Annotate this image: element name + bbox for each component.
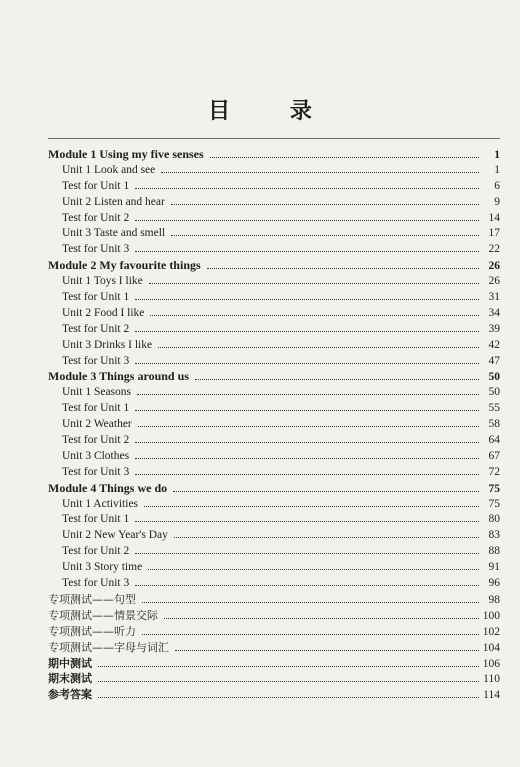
toc-entry <box>48 512 500 528</box>
toc-entry <box>48 433 500 449</box>
toc-entry-page: 9 <box>494 195 500 208</box>
dot-leader <box>158 346 479 348</box>
toc-entry-page: 55 <box>488 402 500 415</box>
toc-entry-label: 专项测试——字母与词汇 <box>48 640 169 654</box>
dot-leader <box>135 298 479 300</box>
toc-entry-page: 91 <box>488 561 500 574</box>
toc-entry-page: 31 <box>488 291 500 304</box>
toc-entry-page: 22 <box>488 243 500 256</box>
dot-leader <box>137 393 479 395</box>
toc-entry-page: 14 <box>488 211 500 224</box>
toc-entry <box>48 401 500 417</box>
toc-entry <box>48 242 500 258</box>
toc-entry <box>48 226 500 242</box>
dot-leader <box>174 536 479 538</box>
toc-entry-page: 80 <box>488 513 500 526</box>
toc-entry-label: Test for Unit 3 <box>62 577 130 590</box>
toc-entry-label: 期末测试 <box>48 672 92 686</box>
toc-entry-label: 专项测试——句型 <box>48 592 136 606</box>
toc-entry-label: Module 1 Using my five senses <box>48 147 204 161</box>
toc-entry-page: 50 <box>488 386 500 399</box>
toc-entry-label: Test for Unit 3 <box>62 243 130 256</box>
toc-entry-label: Module 2 My favourite things <box>48 258 201 273</box>
toc-entry-label: Test for Unit 1 <box>62 513 130 526</box>
toc-entry-label: Module 4 Things we do <box>48 480 168 495</box>
dot-leader <box>135 552 479 554</box>
toc-entry-label: Unit 3 Taste and smell <box>62 227 166 240</box>
dot-leader <box>161 171 479 173</box>
toc-entry-label: Unit 2 Weather <box>62 418 132 431</box>
toc-entry-page: 102 <box>482 625 500 638</box>
toc-entry-label: Unit 1 Seasons <box>62 386 131 399</box>
toc-entry <box>48 687 500 703</box>
toc-entry-label: Test for Unit 2 <box>62 434 130 447</box>
toc-entry <box>48 322 500 338</box>
toc-entry <box>48 560 500 576</box>
toc-entry <box>48 544 500 560</box>
dot-leader <box>144 505 479 507</box>
toc-entry <box>48 624 500 640</box>
toc-entry-label: 专项测试——听力 <box>48 624 136 638</box>
toc-entry-label: Test for Unit 3 <box>62 465 130 478</box>
dot-leader <box>135 441 479 443</box>
toc-entry-page: 96 <box>488 577 500 590</box>
toc-entry-page: 110 <box>483 673 500 686</box>
toc-entry <box>48 449 500 465</box>
toc-entry-page: 6 <box>494 179 500 192</box>
dot-leader <box>135 584 479 586</box>
toc-entry <box>48 290 500 306</box>
toc-entry <box>48 354 500 370</box>
dot-leader <box>148 568 479 570</box>
dot-leader <box>142 601 479 603</box>
toc-entry-page: 75 <box>488 497 500 510</box>
toc-entry-page: 75 <box>488 482 500 495</box>
dot-leader <box>98 696 479 698</box>
toc-entry-page: 34 <box>488 306 500 319</box>
dot-leader <box>135 520 479 522</box>
toc-entry-label: 参考答案 <box>48 688 92 702</box>
toc-entry <box>48 306 500 322</box>
toc-entry-label: Unit 3 Story time <box>62 561 143 574</box>
toc-entry-page: 17 <box>488 227 500 240</box>
toc-entry-label: Unit 1 Toys I like <box>62 275 143 288</box>
toc-entry-page: 58 <box>488 418 500 431</box>
toc-entry <box>48 385 500 401</box>
dot-leader <box>173 490 479 492</box>
dot-leader <box>98 665 479 667</box>
toc-entry-label: Unit 3 Clothes <box>62 449 130 462</box>
toc-entry <box>48 497 500 513</box>
toc-entry-page: 42 <box>488 338 500 351</box>
toc-entry <box>48 671 500 687</box>
toc-entry-page: 39 <box>488 322 500 335</box>
toc-entry-label: Test for Unit 1 <box>62 291 130 304</box>
toc-entry-label: Test for Unit 2 <box>62 322 130 335</box>
toc-entry-page: 98 <box>488 593 500 606</box>
dot-leader <box>135 330 479 332</box>
dot-leader <box>135 187 479 189</box>
toc-entry <box>48 608 500 624</box>
toc-entry-label: Test for Unit 1 <box>62 179 130 192</box>
toc-entry-label: Module 3 Things around us <box>48 369 189 384</box>
toc-entry <box>48 211 500 227</box>
title-divider <box>48 138 500 139</box>
toc-entry-page: 1 <box>494 163 500 176</box>
toc-entry-label: Test for Unit 2 <box>62 545 130 558</box>
dot-leader <box>135 457 479 459</box>
dot-leader <box>171 234 479 236</box>
dot-leader <box>98 680 479 682</box>
dot-leader <box>135 250 479 252</box>
toc-entry-page: 104 <box>482 641 500 654</box>
toc-entry <box>48 417 500 433</box>
dot-leader <box>149 282 479 284</box>
toc-entry <box>48 656 500 672</box>
table-of-contents <box>48 147 500 703</box>
toc-entry-label: Unit 2 Listen and hear <box>62 195 165 208</box>
toc-entry-page: 26 <box>488 275 500 288</box>
toc-entry <box>48 369 500 385</box>
toc-entry-page: 72 <box>488 465 500 478</box>
toc-entry-page: 88 <box>488 545 500 558</box>
toc-entry <box>48 592 500 608</box>
toc-entry-label: Test for Unit 2 <box>62 211 130 224</box>
toc-entry <box>48 338 500 354</box>
dot-leader <box>150 314 479 316</box>
toc-entry-label: 期中测试 <box>48 656 92 670</box>
dot-leader <box>175 649 479 651</box>
page-title: 目 录 <box>208 99 338 124</box>
dot-leader <box>207 267 479 269</box>
toc-entry <box>48 163 500 179</box>
toc-entry-label: 专项测试——情景交际 <box>48 608 158 622</box>
toc-entry <box>48 465 500 481</box>
dot-leader <box>164 617 479 619</box>
dot-leader <box>135 362 479 364</box>
dot-leader <box>135 219 479 221</box>
dot-leader <box>195 378 479 380</box>
dot-leader <box>135 409 479 411</box>
toc-entry-page: 106 <box>482 657 500 670</box>
toc-entry-page: 83 <box>488 529 500 542</box>
toc-entry-label: Unit 2 New Year's Day <box>62 529 168 542</box>
dot-leader <box>135 473 479 475</box>
dot-leader <box>138 425 479 427</box>
toc-entry <box>48 195 500 211</box>
toc-entry <box>48 481 500 497</box>
toc-entry-label: Test for Unit 1 <box>62 402 130 415</box>
dot-leader <box>142 633 479 635</box>
dot-leader <box>210 156 479 158</box>
toc-entry-page: 67 <box>488 449 500 462</box>
toc-entry-page: 64 <box>488 434 500 447</box>
toc-entry-label: Unit 1 Activities <box>62 497 139 510</box>
dot-leader <box>171 203 479 205</box>
toc-entry-page: 26 <box>488 260 500 273</box>
toc-entry-label: Unit 1 Look and see <box>62 163 156 176</box>
toc-entry-label: Test for Unit 3 <box>62 354 130 367</box>
toc-entry-page: 50 <box>488 371 500 384</box>
toc-entry-page: 114 <box>483 689 500 702</box>
toc-entry <box>48 576 500 592</box>
toc-entry-page: 1 <box>494 149 500 161</box>
toc-entry-label: Unit 2 Food I like <box>62 306 145 319</box>
toc-entry-label: Unit 3 Drinks I like <box>62 338 153 351</box>
toc-entry <box>48 640 500 656</box>
toc-entry-page: 100 <box>482 609 500 622</box>
toc-entry <box>48 179 500 195</box>
toc-entry-page: 47 <box>488 354 500 367</box>
toc-entry <box>48 147 500 163</box>
toc-entry <box>48 258 500 274</box>
toc-entry <box>48 274 500 290</box>
toc-entry <box>48 528 500 544</box>
